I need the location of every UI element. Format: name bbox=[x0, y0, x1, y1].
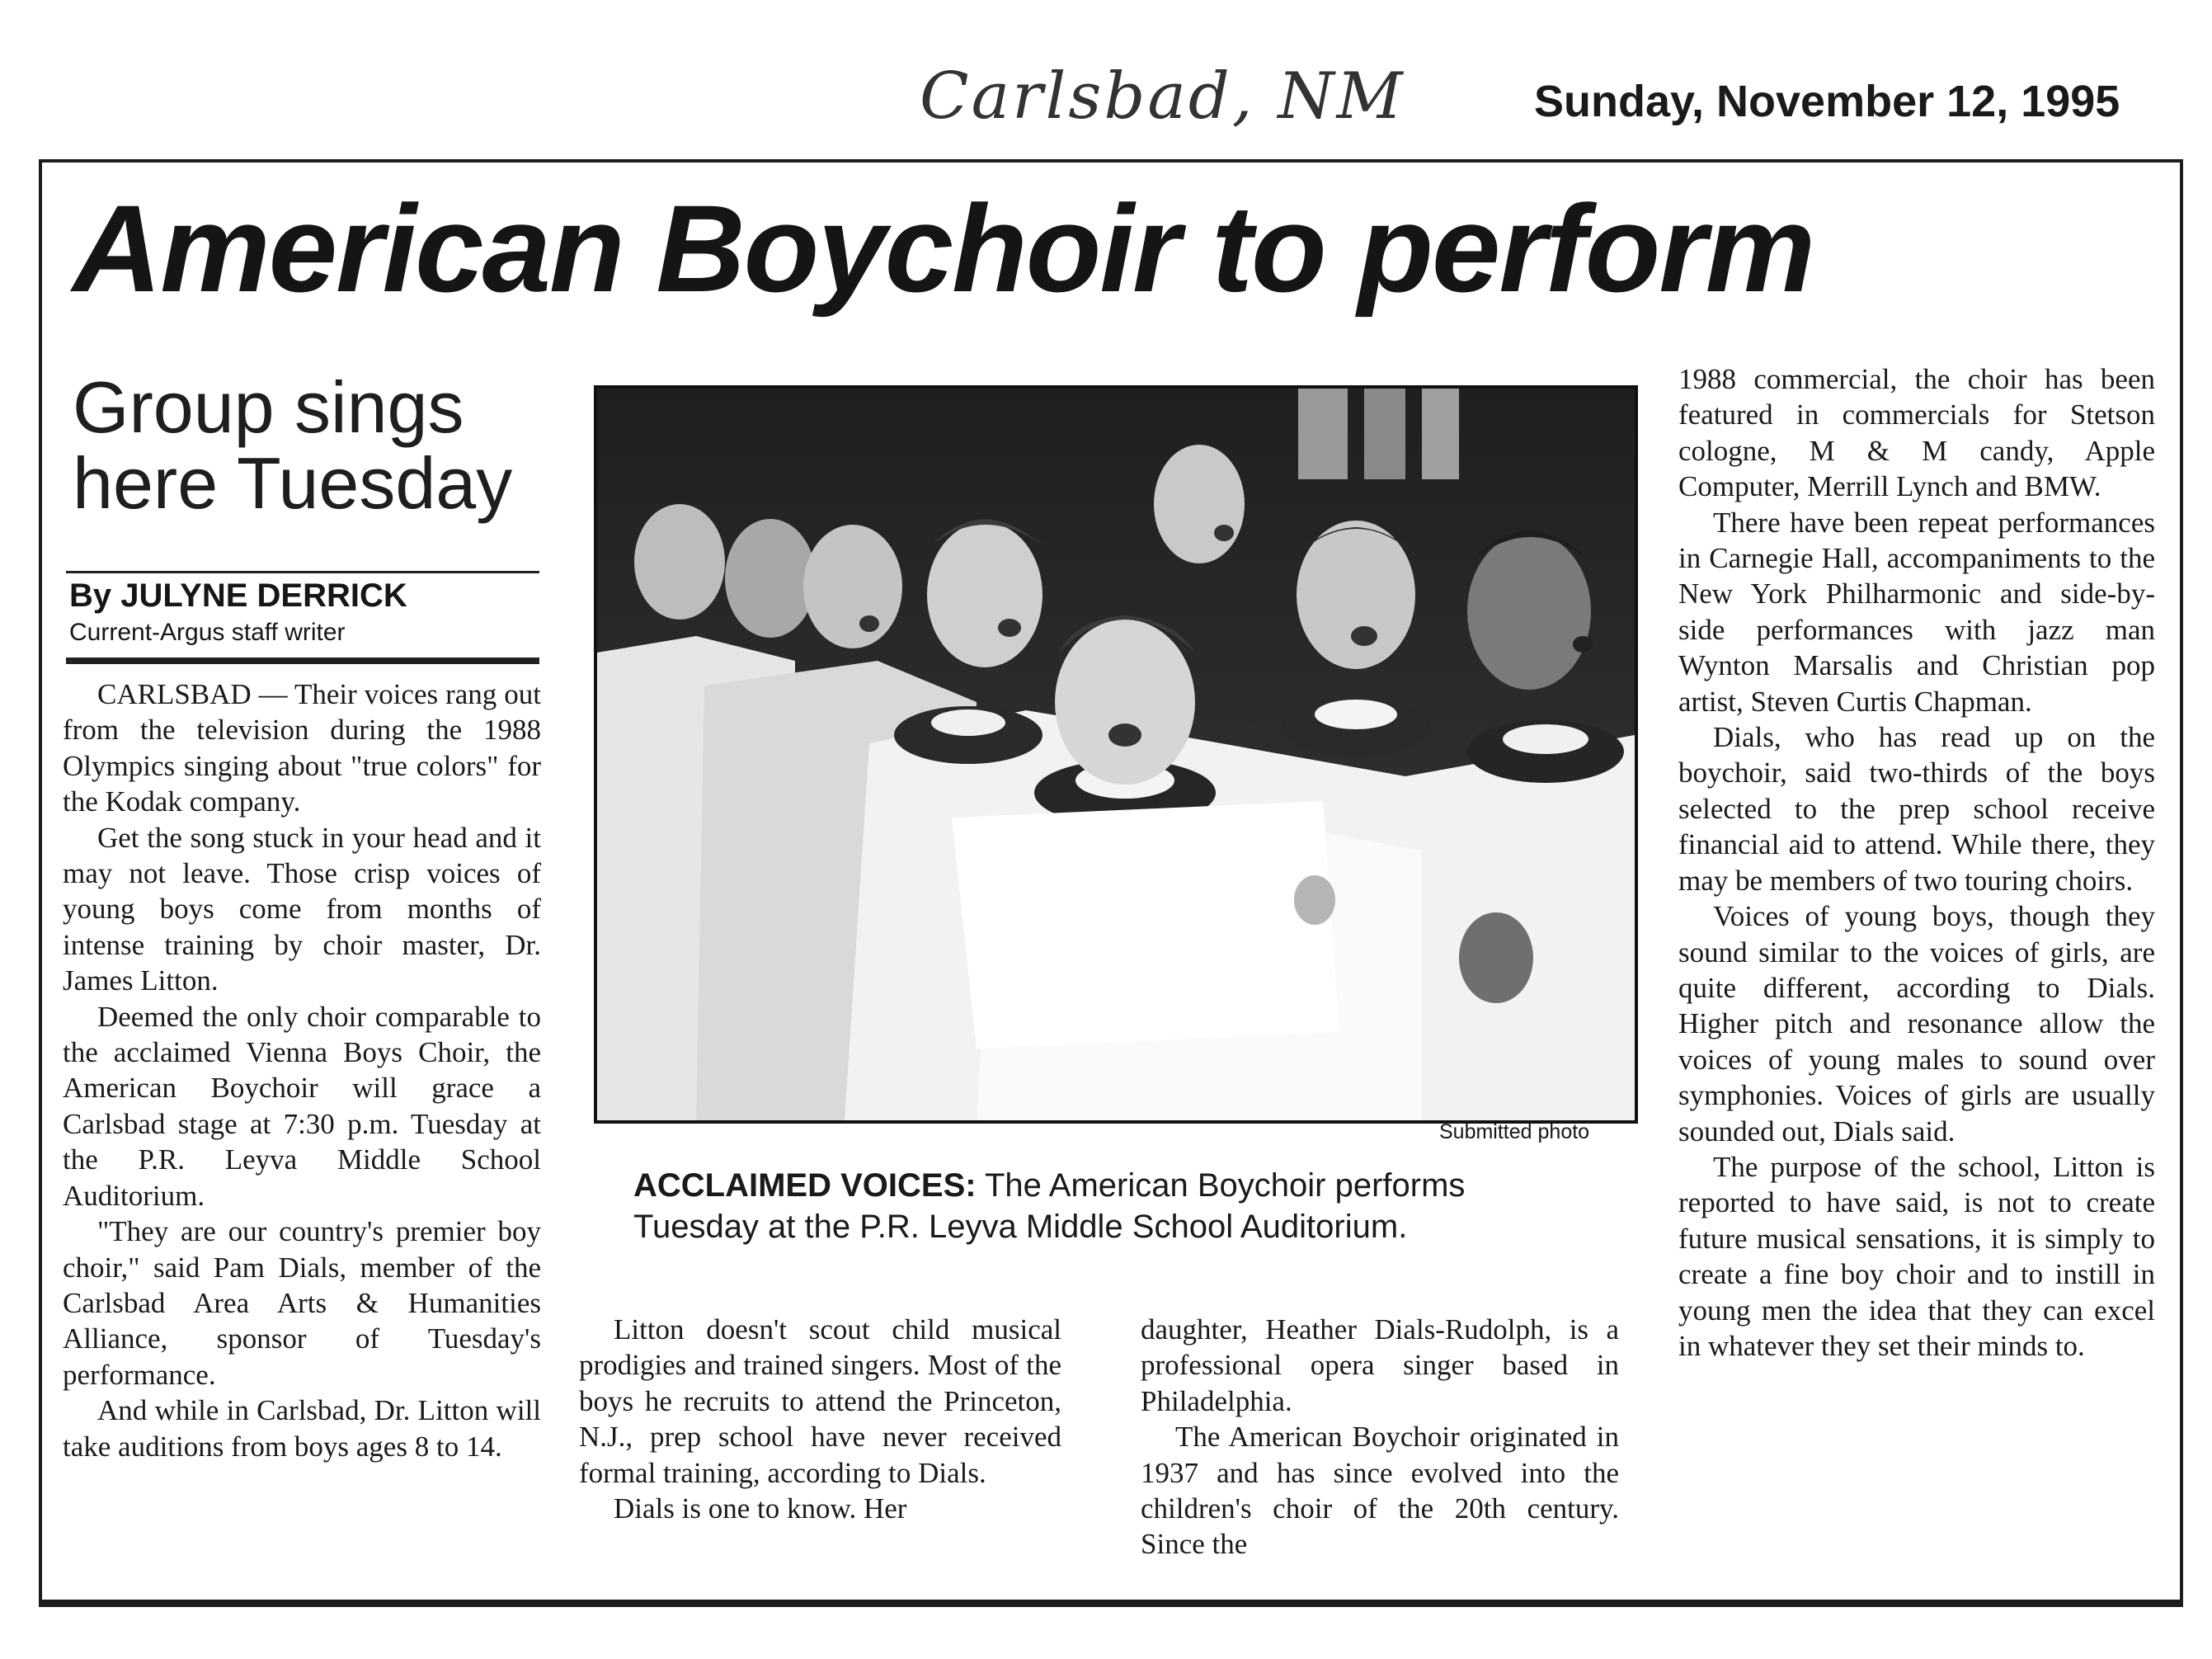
byline-rule-bottom bbox=[66, 657, 539, 664]
photo-caption bbox=[633, 1165, 1574, 1247]
byline-rule-top bbox=[66, 571, 539, 573]
byline: By JULYNE DERRICK bbox=[69, 577, 407, 614]
article-column-4 bbox=[1678, 361, 2155, 1364]
article-column-2 bbox=[579, 1312, 1061, 1526]
headline: American Boychoir to perform bbox=[73, 179, 1814, 318]
paragraph: CARLSBAD — Their voices rang out from the television during the 1988 Olympics singing about "true colors" for the Kodak company. bbox=[63, 678, 541, 818]
paragraph: Dials is one to know. Her bbox=[614, 1492, 907, 1525]
paragraph: Get the song stuck in your head and it may not leave. Those crisp voices of young boys come from months of intense training by choir master, Dr. James Litton. bbox=[63, 821, 541, 997]
byline-role: Current-Argus staff writer bbox=[69, 619, 346, 646]
subheadline: Group sings here Tuesday bbox=[73, 366, 513, 525]
choir-photo-illustration bbox=[597, 389, 1635, 1120]
choir-photo bbox=[594, 385, 1638, 1124]
publication-date: Sunday, November 12, 1995 bbox=[1534, 77, 2120, 126]
caption-lead: ACCLAIMED VOICES: bbox=[633, 1167, 977, 1204]
photo-credit: Submitted photo bbox=[1439, 1120, 1590, 1143]
paragraph: The purpose of the school, Litton is reported to have said, is not to create future musical sensations, it is simply to create a fine boy choir and to instill in young men the idea that they can excel in whatever they set their minds to. bbox=[1678, 1150, 2155, 1362]
paragraph: Voices of young boys, though they sound similar to the voices of girls, are quite different, according to Dials. Higher pitch and resonance allow the voices of young males to sound over symphonies. Voices of girls are usually sounded out, Dials said. bbox=[1678, 900, 2155, 1148]
paragraph: And while in Carlsbad, Dr. Litton will take auditions from boys ages 8 to 14. bbox=[63, 1394, 541, 1463]
article-column-1 bbox=[63, 676, 541, 1464]
paragraph: Litton doesn't scout child musical prodigies and trained singers. Most of the boys he recruits to attend the Princeton, N.J., prep school have never received formal training, according to Dials. bbox=[579, 1313, 1061, 1489]
caption-text: The American Boychoir performs Tuesday at the P.R. Leyva Middle School Auditorium. bbox=[633, 1167, 1466, 1245]
bottom-rule bbox=[39, 1600, 2183, 1607]
paragraph: The American Boychoir originated in 1937 and has since evolved into the children's choir of the 20th century. Since the bbox=[1141, 1421, 1619, 1561]
paragraph: "They are our country's premier boy choir," said Pam Dials, member of the Carlsbad Area Arts & Humanities Alliance, sponsor of Tuesday's performance. bbox=[63, 1215, 541, 1391]
paragraph: Deemed the only choir comparable to the acclaimed Vienna Boys Choir, the American Boychoir will grace a Carlsbad stage at 7:30 p.m. Tuesday at the P.R. Leyva Middle School Auditorium. bbox=[63, 1000, 541, 1212]
paragraph: daughter, Heather Dials-Rudolph, is a professional opera singer based in Philadelphia. bbox=[1141, 1313, 1619, 1417]
article-column-3 bbox=[1141, 1312, 1619, 1562]
paragraph: There have been repeat performances in Carnegie Hall, accompaniments to the New York Philharmonic and side-by-side performances with jazz man Wynton Marsalis and Christian pop artist, Steven Curtis Chapman. bbox=[1678, 506, 2155, 718]
paragraph: Dials, who has read up on the boychoir, said two-thirds of the boys selected to the prep school receive financial aid to attend. While there, they may be members of two touring choirs. bbox=[1678, 721, 2155, 897]
handwritten-location-note: Carlsbad, NM bbox=[920, 59, 1405, 134]
paragraph: 1988 commercial, the choir has been featured in commercials for Stetson cologne, M & M candy, Apple Computer, Merrill Lynch and BMW. bbox=[1678, 363, 2155, 503]
